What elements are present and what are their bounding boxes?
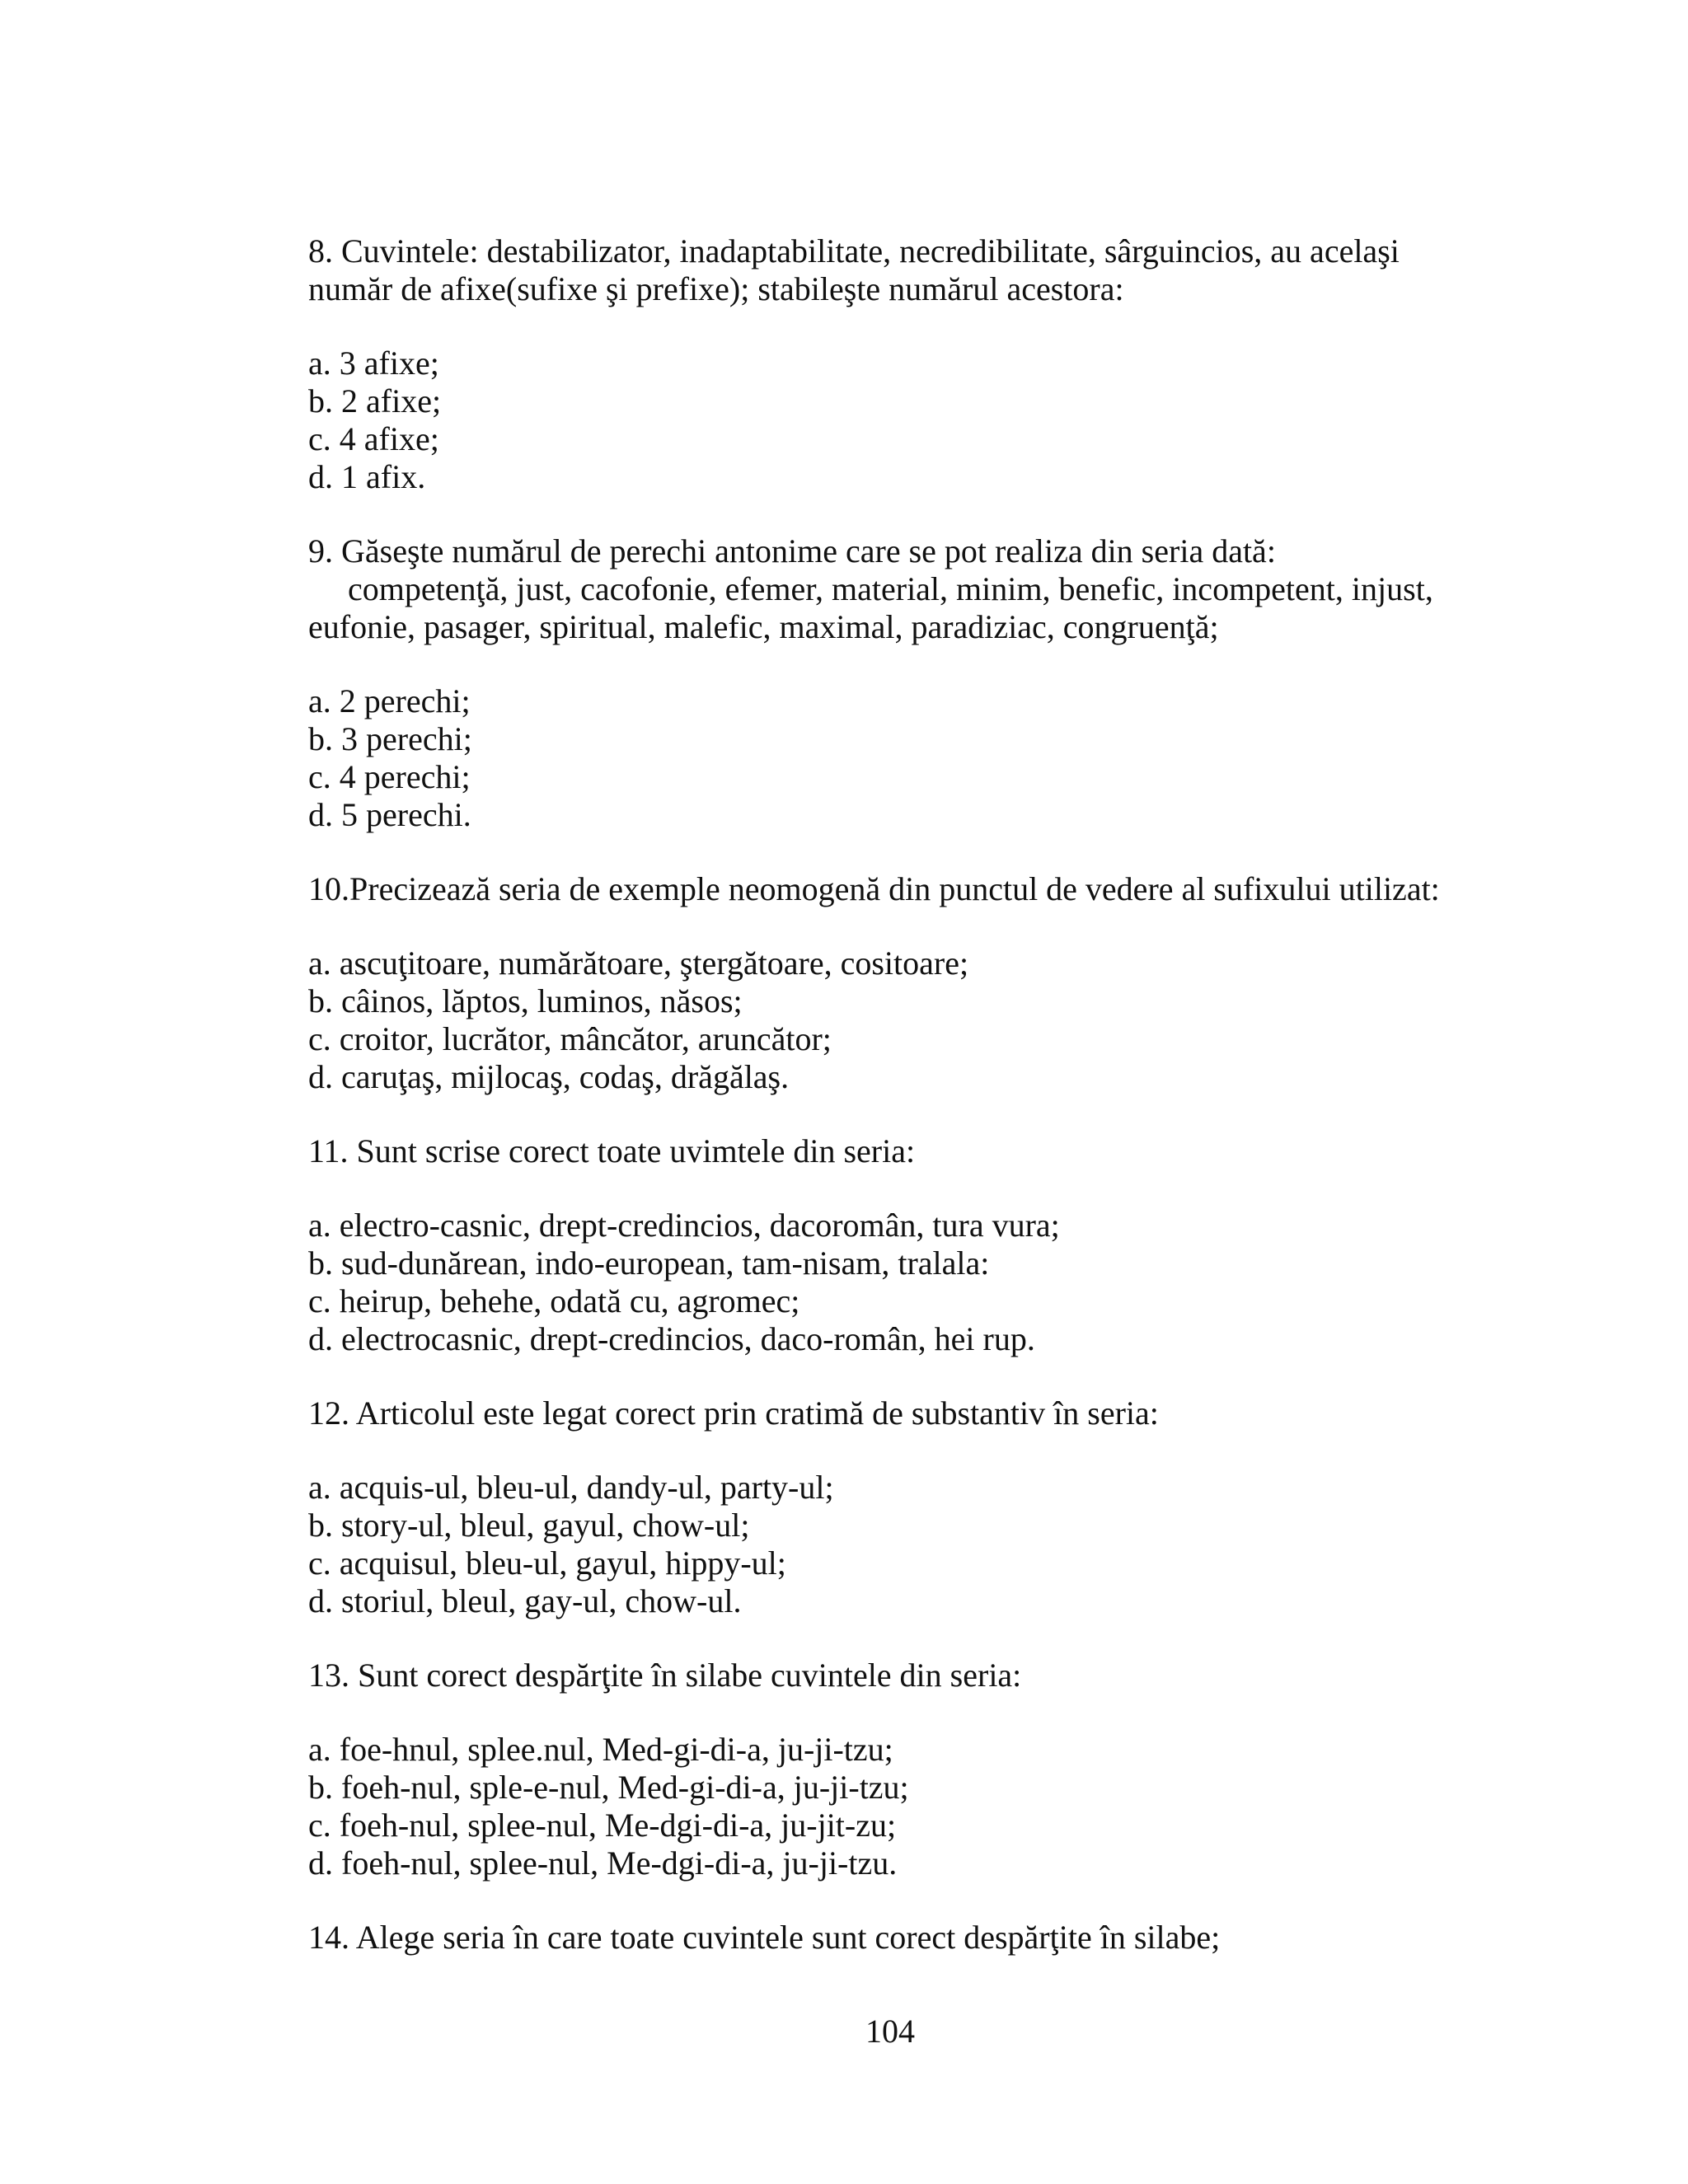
question-14-line-1: 14. Alege seria în care toate cuvintele sunt corect despărţite în silabe; xyxy=(308,1919,1221,1956)
question-10-option-a: a. ascuţitoare, numărătoare, ştergătoare, cositoare; xyxy=(308,944,969,982)
question-8-option-c: c. 4 afixe; xyxy=(308,420,439,457)
question-8-option-a: a. 3 afixe; xyxy=(308,344,439,382)
question-13-line-1: 13. Sunt corect despărţite în silabe cuvintele din seria: xyxy=(308,1657,1022,1694)
question-10-option-c: c. croitor, lucrător, mâncător, aruncător; xyxy=(308,1020,832,1057)
question-8-line-2: număr de afixe(sufixe şi prefixe); stabileşte numărul acestora: xyxy=(308,270,1124,307)
question-13-option-a: a. foe-hnul, splee.nul, Med-gi-di-a, ju-ji-tzu; xyxy=(308,1731,893,1768)
page-number: 104 xyxy=(865,2013,915,2050)
question-10-option-b: b. câinos, lăptos, luminos, năsos; xyxy=(308,982,743,1019)
question-8-line-1: 8. Cuvintele: destabilizator, inadaptabilitate, necredibilitate, sârguincios, au acelaşi xyxy=(308,232,1400,269)
question-11-option-c: c. heirup, behehe, odată cu, agromec; xyxy=(308,1282,800,1319)
question-10-line-1: 10.Precizează seria de exemple neomogenă din punctul de vedere al sufixului utilizat: xyxy=(308,870,1440,907)
question-12-option-b: b. story-ul, bleul, gayul, chow-ul; xyxy=(308,1507,750,1544)
question-8-option-b: b. 2 afixe; xyxy=(308,382,442,419)
question-13-option-b: b. foeh-nul, sple-e-nul, Med-gi-di-a, ju-ji-tzu; xyxy=(308,1769,909,1806)
question-9-option-b: b. 3 perechi; xyxy=(308,720,472,757)
question-9-line-2: competenţă, just, cacofonie, efemer, material, minim, benefic, incompetent, injust, xyxy=(348,570,1433,607)
question-12-line-1: 12. Articolul este legat corect prin cratimă de substantiv în seria: xyxy=(308,1394,1159,1432)
question-9-line-1: 9. Găseşte numărul de perechi antonime care se pot realiza din seria dată: xyxy=(308,532,1276,569)
question-11-option-b: b. sud-dunărean, indo-european, tam-nisam, tralala: xyxy=(308,1244,990,1282)
question-12-option-d: d. storiul, bleul, gay-ul, chow-ul. xyxy=(308,1582,742,1619)
question-11-option-d: d. electrocasnic, drept-credincios, daco-român, hei rup. xyxy=(308,1320,1035,1357)
question-9-line-3: eufonie, pasager, spiritual, malefic, maximal, paradiziac, congruenţă; xyxy=(308,608,1219,645)
question-11-option-a: a. electro-casnic, drept-credincios, dacoromân, tura vura; xyxy=(308,1207,1060,1244)
question-13-option-d: d. foeh-nul, splee-nul, Me-dgi-di-a, ju-ji-tzu. xyxy=(308,1844,898,1882)
question-11-line-1: 11. Sunt scrise corect toate uvimtele din seria: xyxy=(308,1132,916,1169)
question-12-option-c: c. acquisul, bleu-ul, gayul, hippy-ul; xyxy=(308,1544,786,1582)
question-10-option-d: d. caruţaş, mijlocaş, codaş, drăgălaş. xyxy=(308,1058,790,1095)
question-9-option-a: a. 2 perechi; xyxy=(308,682,471,719)
question-13-option-c: c. foeh-nul, splee-nul, Me-dgi-di-a, ju-jit-zu; xyxy=(308,1807,897,1844)
question-9-option-c: c. 4 perechi; xyxy=(308,758,471,795)
question-8-option-d: d. 1 afix. xyxy=(308,458,426,495)
question-9-option-d: d. 5 perechi. xyxy=(308,796,471,833)
question-12-option-a: a. acquis-ul, bleu-ul, dandy-ul, party-ul; xyxy=(308,1469,834,1506)
